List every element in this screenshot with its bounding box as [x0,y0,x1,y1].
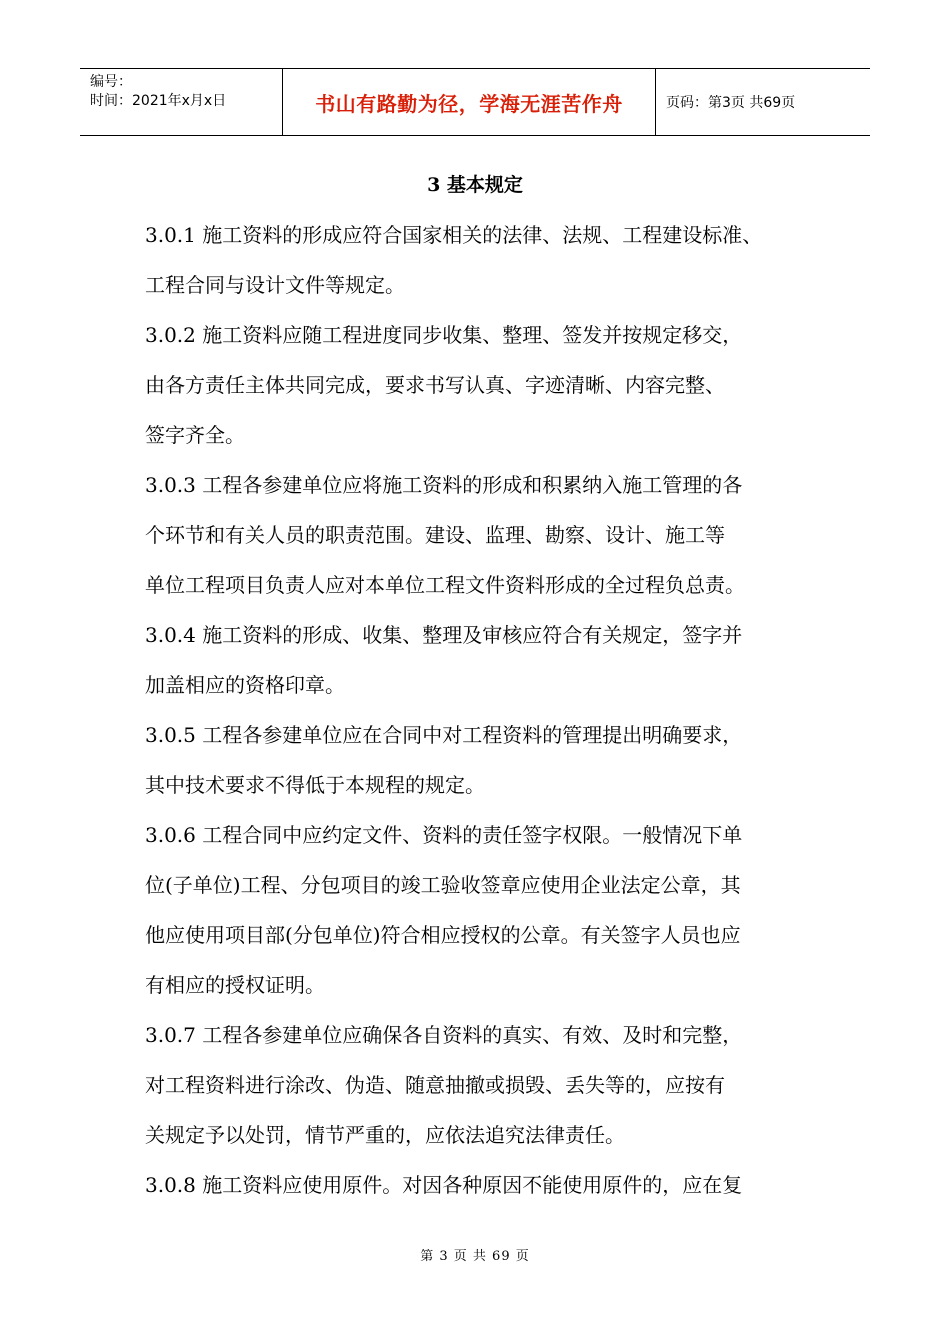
paragraph-line: 3.0.8 施工资料应使用原件。对因各种原因不能使用原件的，应在复 [145,1173,743,1197]
document-body [145,210,825,1210]
paragraph-line: 3.0.4 施工资料的形成、收集、整理及审核应符合有关规定，签字并 [145,623,743,647]
paragraph-line: 工程合同与设计文件等规定。 [145,273,405,297]
paragraph-line: 3.0.7 工程各参建单位应确保各自资料的真实、有效、及时和完整， [145,1023,743,1047]
paragraph-line: 他应使用项目部(分包单位)符合相应授权的公章。有关签字人员也应 [145,923,741,947]
paragraph-line: 单位工程项目负责人应对本单位工程文件资料形成的全过程负总责。 [145,573,745,597]
paragraph-line: 位(子单位)工程、分包项目的竣工验收签章应使用企业法定公章，其 [145,873,741,897]
paragraph [145,810,825,1010]
paragraph [145,210,825,310]
paragraph [145,1160,825,1210]
header-meta [80,69,283,135]
paragraph [145,460,825,610]
paragraph [145,710,825,810]
paragraph-line: 3.0.5 工程各参建单位应在合同中对工程资料的管理提出明确要求， [145,723,743,747]
paragraph-line: 3.0.6 工程合同中应约定文件、资料的责任签字权限。一般情况下单 [145,823,743,847]
page-header [80,68,870,136]
document-number-label: 编号： [90,74,132,90]
paragraph-line: 3.0.1 施工资料的形成应符合国家相关的法律、法规、工程建设标准、 [145,223,763,247]
header-page-info: 页码：第3页 共69页 [666,95,796,111]
paragraph-line: 加盖相应的资格印章。 [145,673,345,697]
page-footer: 第 3 页 共 69 页 [420,1249,530,1264]
paragraph-line: 3.0.2 施工资料应随工程进度同步收集、整理、签发并按规定移交， [145,323,743,347]
paragraph [145,1010,825,1160]
paragraph-line: 其中技术要求不得低于本规程的规定。 [145,773,485,797]
paragraph-line: 个环节和有关人员的职责范围。建设、监理、勘察、设计、施工等 [145,523,725,547]
paragraph-line: 有相应的授权证明。 [145,973,325,997]
paragraph [145,610,825,710]
paragraph-line: 签字齐全。 [145,423,245,447]
paragraph [145,310,825,460]
paragraph-line: 对工程资料进行涂改、伪造、随意抽撤或损毁、丢失等的，应按有 [145,1073,725,1097]
document-time-label: 时间：2021年x月x日 [90,93,227,109]
paragraph-line: 关规定予以处罚，情节严重的，应依法追究法律责任。 [145,1123,625,1147]
paragraph-line: 由各方责任主体共同完成，要求书写认真、字迹清晰、内容完整、 [145,373,725,397]
section-title: 3 基本规定 [427,174,523,196]
paragraph-line: 3.0.3 工程各参建单位应将施工资料的形成和积累纳入施工管理的各 [145,473,743,497]
header-motto: 书山有路勤为径，学海无涯苦作舟 [283,69,656,135]
